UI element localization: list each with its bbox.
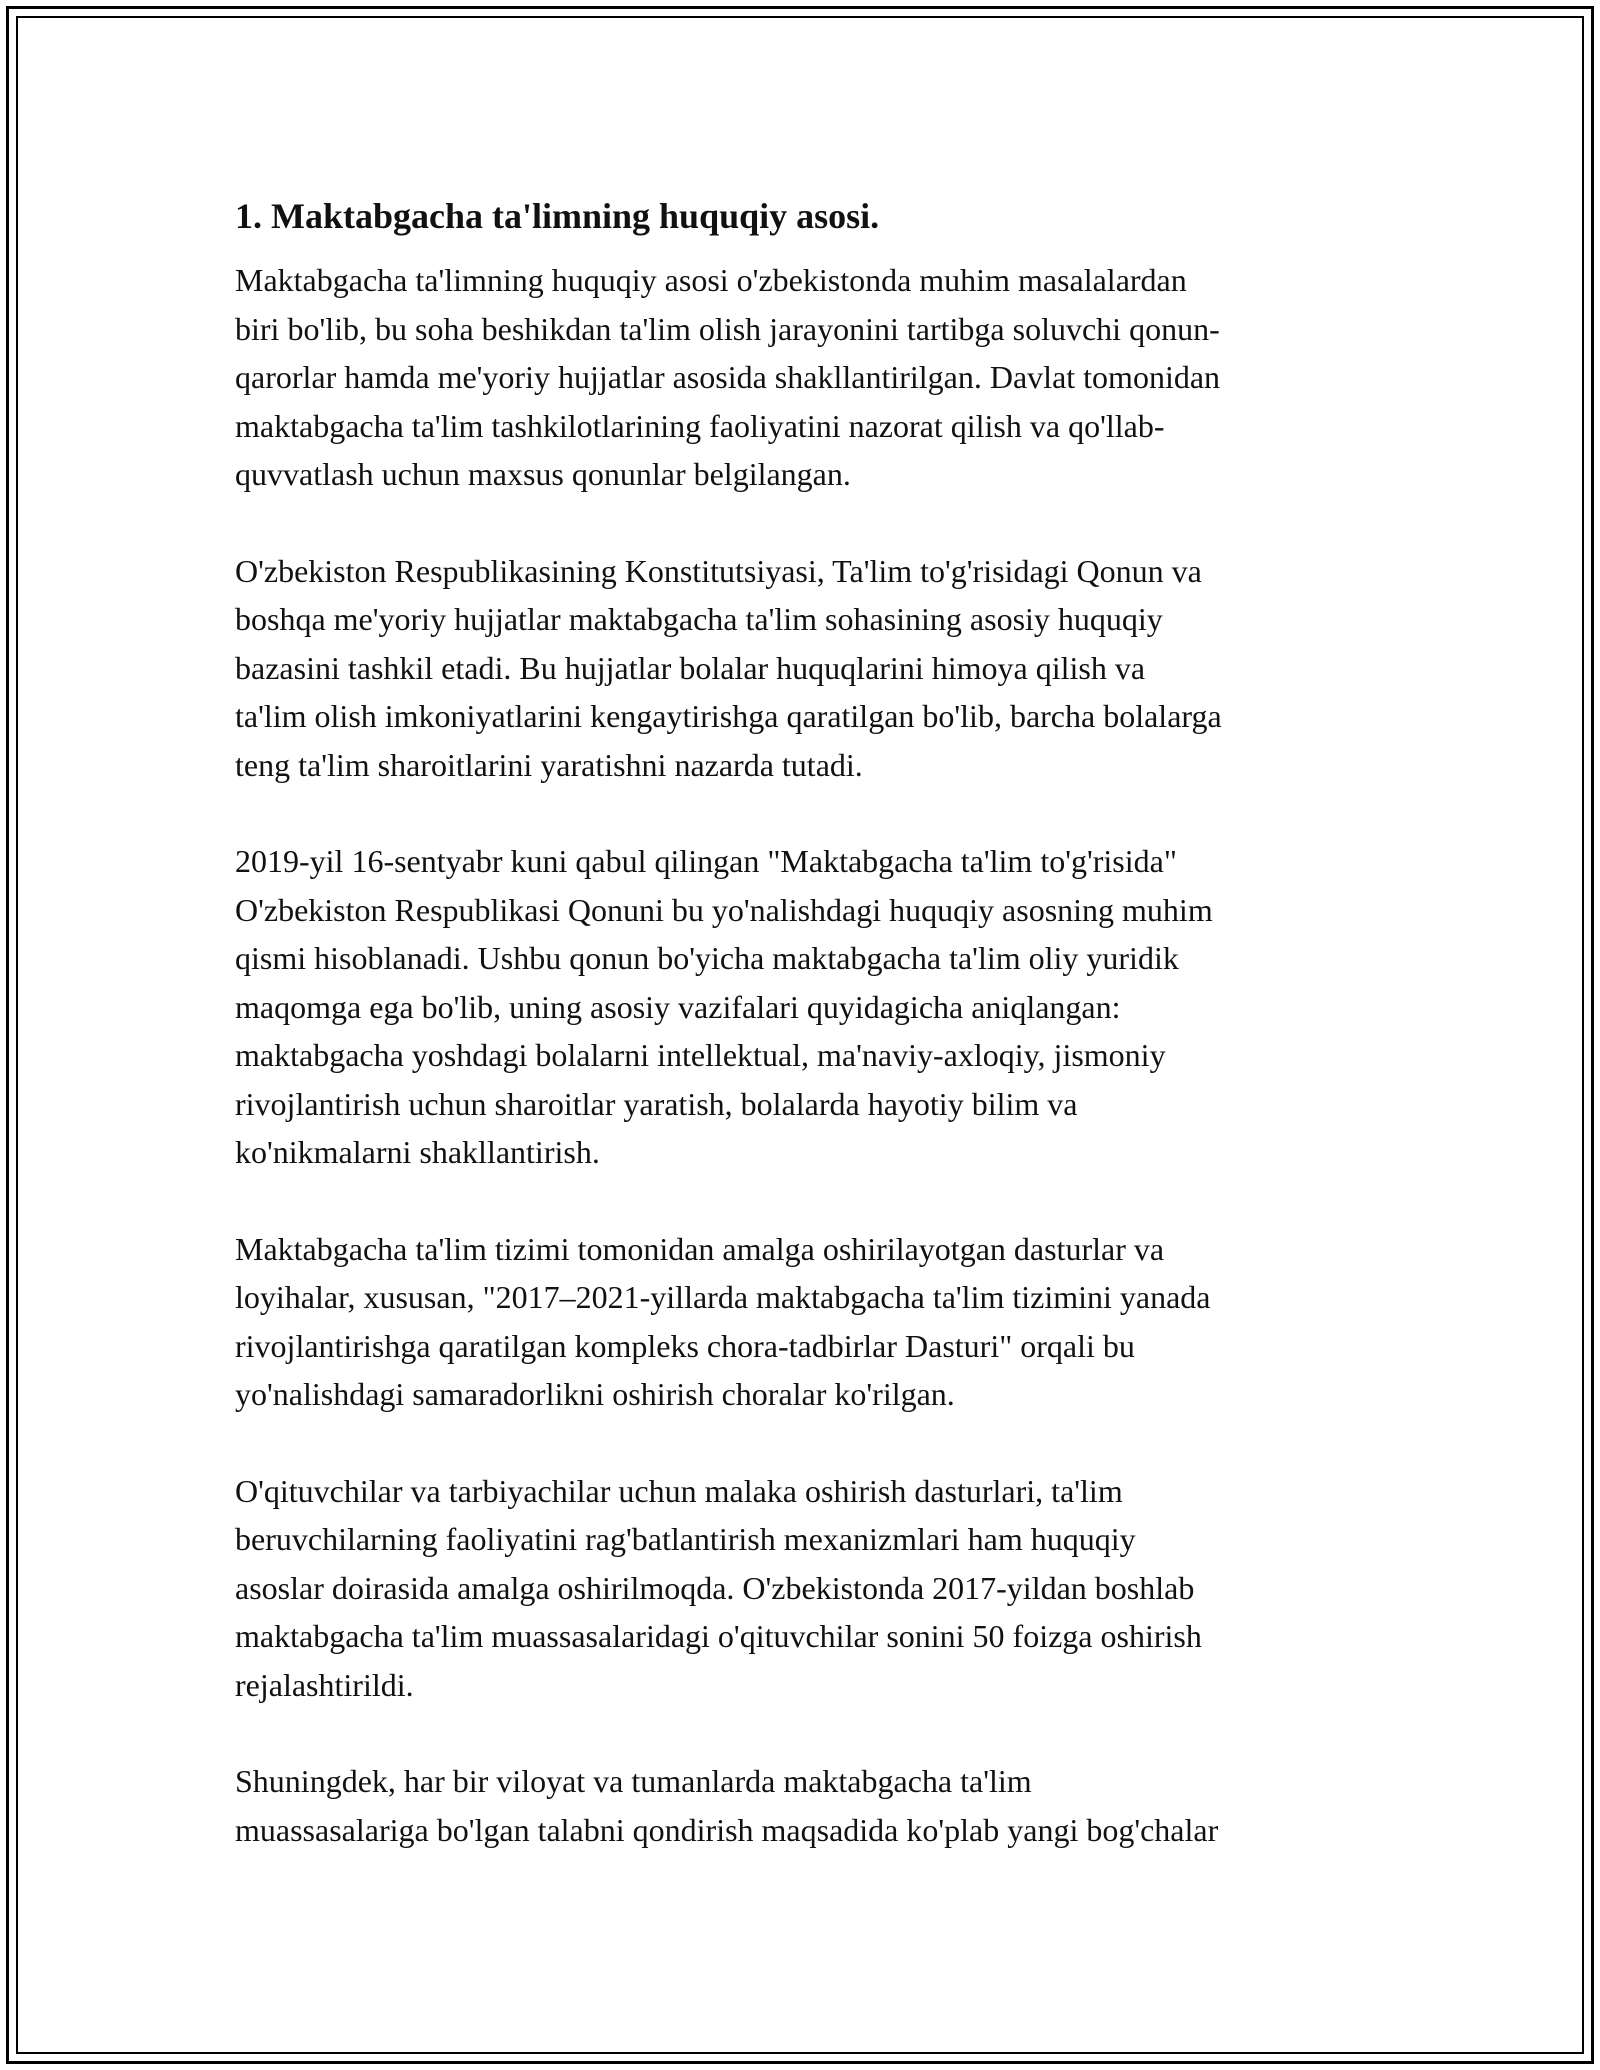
text-line: Maktabgacha ta'limning huquqiy asosi o'zbekistonda muhim masalalardan — [235, 262, 1187, 298]
text-line: 2019-yil 16-sentyabr kuni qabul qilingan "Maktabgacha ta'lim to'g'risida" — [235, 843, 1177, 879]
text-line: qarorlar hamda me'yoriy hujjatlar asosida shakllantirilgan. Davlat tomonidan — [235, 359, 1221, 395]
text-line: ko'nikmalarni shakllantirish. — [235, 1134, 600, 1170]
text-line: yo'nalishdagi samaradorlikni oshirish choralar ko'rilgan. — [235, 1376, 955, 1412]
text-line: Maktabgacha ta'lim tizimi tomonidan amalga oshirilayotgan dasturlar va — [235, 1230, 1165, 1267]
text-line: ta'lim olish imkoniyatlarini kengaytirishga qaratilgan bo'lib, barcha bolalarga — [235, 698, 1222, 734]
text-line: maqomga ega bo'lib, uning asosiy vazifalari quyidagicha aniqlangan: — [235, 988, 1121, 1025]
text-line: rejalashtirildi. — [235, 1666, 414, 1703]
paragraph — [235, 1467, 1385, 1710]
text-line: Shuningdek, har bir viloyat va tumanlarda maktabgacha ta'lim — [235, 1763, 1032, 1799]
text-line: maktabgacha ta'lim tashkilotlarining faoliyatini nazorat qilish va qo'llab- — [235, 407, 1165, 444]
text-line: teng ta'lim sharoitlarini yaratishni nazarda tutadi. — [235, 746, 863, 783]
text-line: qismi hisoblanadi. Ushbu qonun bo'yicha maktabgacha ta'lim oliy yuridik — [235, 940, 1179, 976]
text-line: muassasalariga bo'lgan talabni qondirish maqsadida ko'plab yangi bog'chalar — [235, 1811, 1219, 1848]
paragraph — [235, 1757, 1385, 1854]
text-line: bazasini tashkil etadi. Bu hujjatlar bolalar huquqlarini himoya qilish va — [235, 649, 1146, 686]
text-line: O'zbekiston Respublikasining Konstitutsiyasi, Ta'lim to'g'risidagi Qonun va — [235, 552, 1202, 589]
paragraph — [235, 1225, 1385, 1419]
document-body — [235, 182, 1385, 1902]
text-line: maktabgacha ta'lim muassasalaridagi o'qituvchilar sonini 50 foizga oshirish — [235, 1618, 1202, 1654]
text-line: O'zbekiston Respublikasi Qonuni bu yo'nalishdagi huquqiy asosning muhim — [235, 891, 1213, 928]
text-line: quvvatlash uchun maxsus qonunlar belgilangan. — [235, 456, 851, 492]
text-line: maktabgacha yoshdagi bolalarni intellektual, ma'naviy-axloqiy, jismoniy — [235, 1037, 1166, 1073]
paragraph — [235, 256, 1385, 499]
text-line: biri bo'lib, bu soha beshikdan ta'lim olish jarayonini tartibga soluvchi qonun- — [235, 310, 1220, 347]
text-line: loyihalar, xususan, "2017–2021-yillarda maktabgacha ta'lim tizimini yanada — [235, 1279, 1211, 1315]
text-line: O'qituvchilar va tarbiyachilar uchun malaka oshirish dasturlari, ta'lim — [235, 1472, 1123, 1509]
text-line: asoslar doirasida amalga oshirilmoqda. O'zbekistonda 2017-yildan boshlab — [235, 1569, 1195, 1606]
text-line: rivojlantirish uchun sharoitlar yaratish, bolalarda hayotiy bilim va — [235, 1085, 1078, 1122]
text-line: beruvchilarning faoliyatini rag'batlantirish mexanizmlari ham huquqiy — [235, 1521, 1136, 1557]
paragraph — [235, 837, 1385, 1177]
text-line: boshqa me'yoriy hujjatlar maktabgacha ta'lim sohasining asosiy huquqiy — [235, 601, 1163, 637]
paragraph — [235, 547, 1385, 790]
text-line: rivojlantirishga qaratilgan kompleks chora-tadbirlar Dasturi" orqali bu — [235, 1327, 1135, 1364]
page-title: 1. Maktabgacha ta'limning huquqiy asosi. — [235, 196, 880, 236]
